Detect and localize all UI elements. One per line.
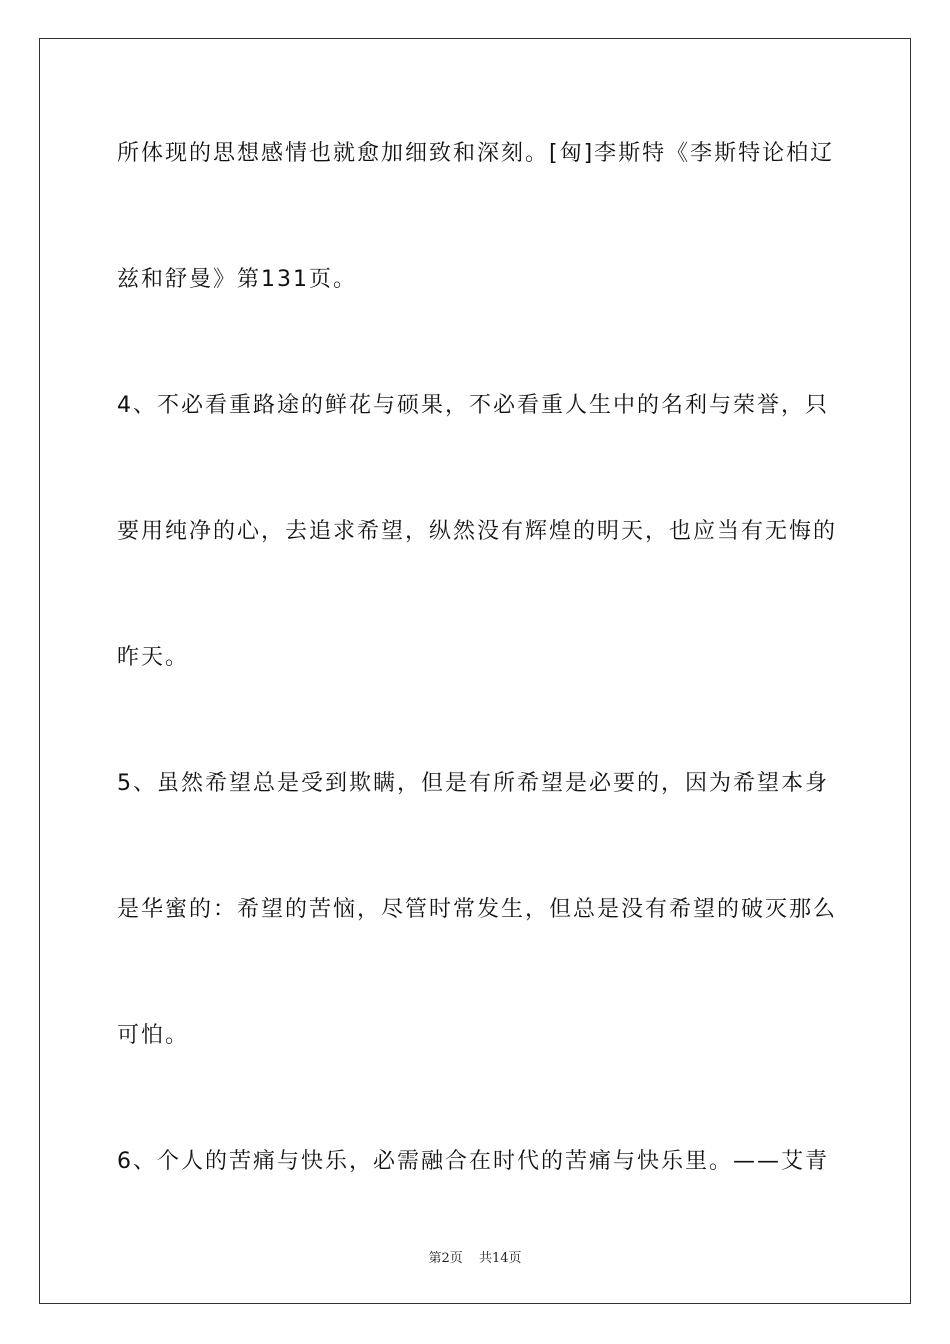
- text-line: 6、个人的苦痛与快乐，必需融合在时代的苦痛与快乐里。——艾青: [117, 1149, 829, 1174]
- text-line: 5、虽然希望总是受到欺瞒，但是有所希望是必要的，因为希望本身: [117, 771, 829, 796]
- text-line: 兹和舒曼》第131页。: [117, 267, 357, 292]
- page-number-total: 共14页: [478, 1251, 522, 1266]
- document-body: [117, 124, 837, 1258]
- text-line: 要用纯净的心，去追求希望，纵然没有辉煌的明天，也应当有无悔的: [117, 519, 838, 544]
- page-number-current: 第2页: [428, 1251, 463, 1266]
- text-line: 4、不必看重路途的鲜花与硕果，不必看重人生中的名利与荣誉，只: [117, 393, 829, 418]
- text-line: 所体现的思想感情也就愈加细致和深刻。[匈]李斯特《李斯特论柏辽: [117, 141, 835, 166]
- text-line: 昨天。: [117, 645, 190, 670]
- text-line: 可怕。: [117, 1023, 190, 1048]
- page-footer: [0, 1247, 950, 1266]
- text-line: 是华蜜的：希望的苦恼，尽管时常发生，但总是没有希望的破灭那么: [117, 897, 838, 922]
